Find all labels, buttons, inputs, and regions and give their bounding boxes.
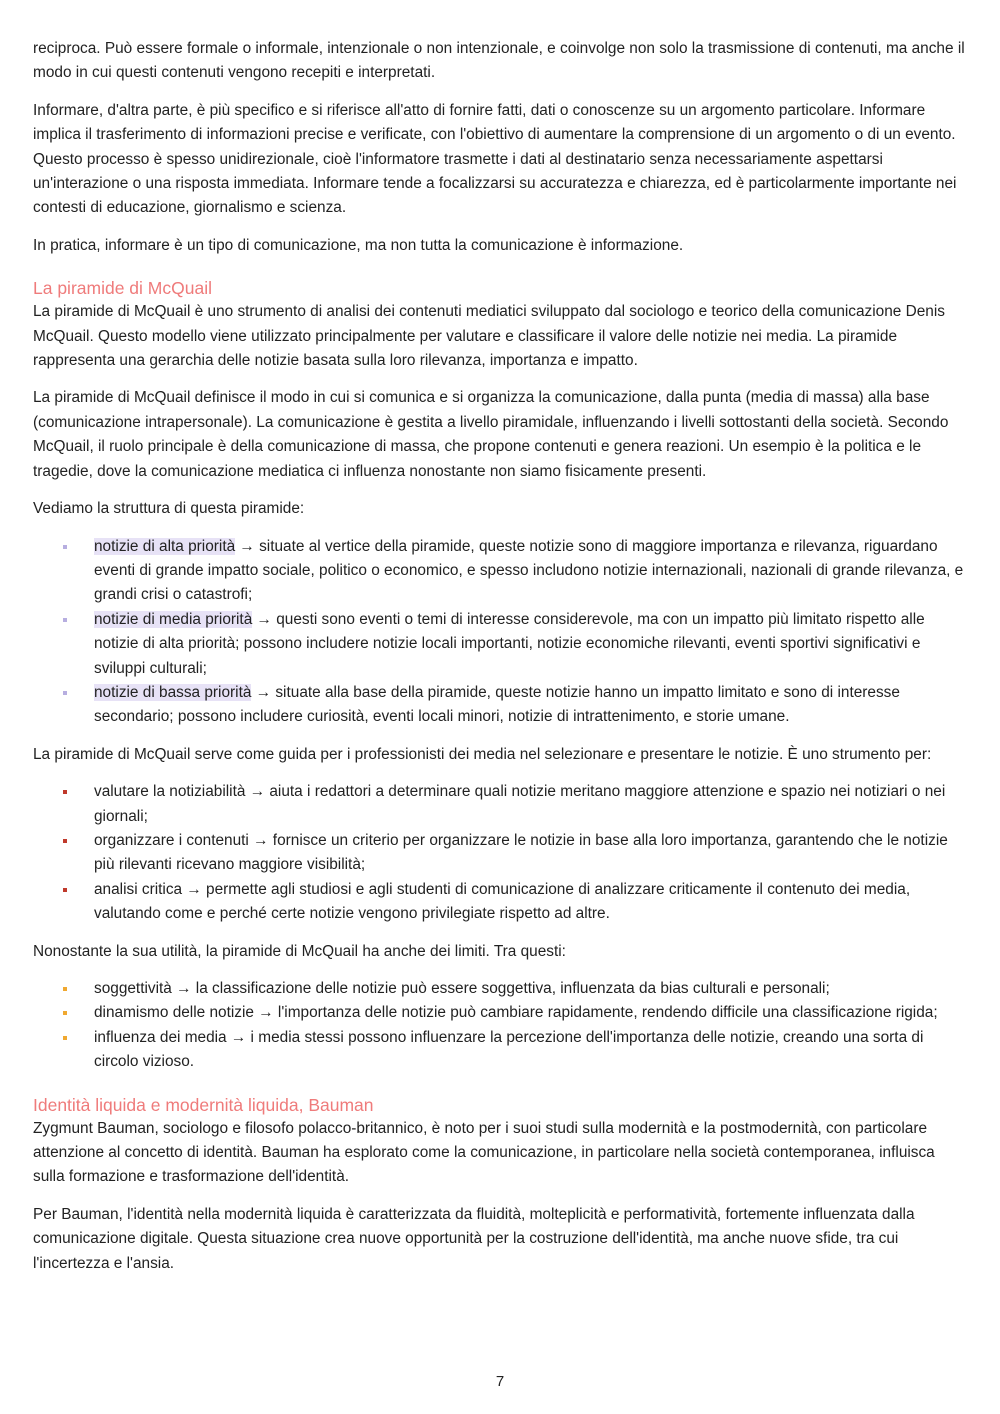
uses-list xyxy=(33,780,968,926)
bauman-paragraph-2: Per Bauman, l'identità nella modernità liquida è caratterizzata da fluidità, molteplicità e performatività, fortemente influenzata dalla comunicazione digitale. Questa situazione crea nuove opportunità per la costruzione dell'identità, ma anche nuove sfide, tra cui l'incertezza e l'ansia. xyxy=(33,1205,915,1272)
list-item xyxy=(33,681,968,730)
mcquail-paragraph-3: Vediamo la struttura di questa piramide: xyxy=(33,500,305,518)
list-item-text: organizzare i contenuti → fornisce un criterio per organizzare le notizie in base alla loro importanza, garantendo che le notizie più rilevanti ricevano maggiore visibilità; xyxy=(94,831,948,874)
square-bullet-icon xyxy=(63,1011,67,1015)
square-bullet-icon xyxy=(63,839,67,843)
list-item-text: → situate alla base della piramide, queste notizie hanno un impatto limitato e sono di interesse secondario; possono includere curiosità, eventi locali minori, notizie di intrattenimento, e storie umane. xyxy=(94,683,900,726)
list-item-text: analisi critica → permette agli studiosi e agli studenti di comunicazione di analizzare criticamente il contenuto dei media, valutando come e perché certe notizie vengono privilegiate rispetto ad altre. xyxy=(94,880,911,923)
list-item xyxy=(33,829,968,878)
list-item-text: influenza dei media → i media stessi possono influenzare la percezione dell'importanza delle notizie, creando una sorta di circolo vizioso. xyxy=(94,1028,924,1071)
square-bullet-icon xyxy=(63,888,67,892)
list-item-text: dinamismo delle notizie → l'importanza delle notizie può cambiare rapidamente, rendendo difficile una classificazione rigida; xyxy=(94,1004,938,1022)
list-item xyxy=(33,535,968,608)
list-item xyxy=(33,977,968,1001)
section-heading-mcquail: La piramide di McQuail xyxy=(33,278,212,299)
intro-paragraph-1: reciproca. Può essere formale o informale, intenzionale o non intenzionale, e coinvolge non solo la trasmissione di contenuti, ma anche il modo in cui questi contenuti vengono recepiti e interpretati. xyxy=(33,40,965,82)
section-heading-bauman: Identità liquida e modernità liquida, Bauman xyxy=(33,1094,374,1115)
square-bullet-icon xyxy=(63,987,67,991)
square-bullet-icon xyxy=(63,790,67,794)
priority-list xyxy=(33,535,968,730)
square-bullet-icon xyxy=(63,545,67,549)
mcquail-paragraph-2: La piramide di McQuail definisce il modo in cui si comunica e si organizza la comunicazione, dalla punta (media di massa) alla base (comunicazione intrapersonale). La comunicazione è gestita a livello piramidale, influenzando i livelli sottostanti della società. Secondo McQuail, il ruolo principale è della comunicazione di massa, che propone contenuti e genera reazioni. Un esempio è la politica e le tragedie, dove la comunicazione mediatica ci influenza nonostante non siamo fisicamente presenti. xyxy=(33,389,949,480)
page-number: 7 xyxy=(495,1373,505,1390)
bauman-paragraph-1: Zygmunt Bauman, sociologo e filosofo polacco-britannico, è noto per i suoi studi sulla modernità e la postmodernità, con particolare attenzione al concetto di identità. Bauman ha esplorato come la comunicazione, in particolare nella società contemporanea, influisca sulla formazione e trasformazione dell'identità. xyxy=(33,1119,935,1186)
document-page xyxy=(33,37,968,1289)
limits-list xyxy=(33,977,968,1075)
intro-paragraph-3: In pratica, informare è un tipo di comunicazione, ma non tutta la comunicazione è informazione. xyxy=(33,236,684,254)
highlighted-term: notizie di media priorità xyxy=(94,610,253,628)
square-bullet-icon xyxy=(63,618,67,622)
mcquail-paragraph-1: La piramide di McQuail è uno strumento di analisi dei contenuti mediatici sviluppato dal sociologo e teorico della comunicazione Denis McQuail. Questo modello viene utilizzato principalmente per valutare e classificare il valore delle notizie nei media. La piramide rappresenta una gerarchia delle notizie basata sulla loro rilevanza, importanza e impatto. xyxy=(33,303,945,370)
list-item xyxy=(33,1026,968,1075)
mcquail-paragraph-4: La piramide di McQuail serve come guida per i professionisti dei media nel selezionare e presentare le notizie. È uno strumento per: xyxy=(33,745,932,763)
square-bullet-icon xyxy=(63,1036,67,1040)
highlighted-term: notizie di bassa priorità xyxy=(94,683,252,701)
list-item-text: → questi sono eventi o temi di interesse considerevole, ma con un impatto più limitato rispetto alle notizie di alta priorità; possono includere notizie locali importanti, notizie economiche rilevanti, eventi sportivi significativi e sviluppi culturali; xyxy=(94,610,925,677)
list-item xyxy=(33,608,968,681)
intro-paragraph-2: Informare, d'altra parte, è più specifico e si riferisce all'atto di fornire fatti, dati o conoscenze su un argomento particolare. Informare implica il trasferimento di informazioni precise e verificate, con l'obiettivo di aumentare la comprensione di un argomento o di un evento. Questo processo è spesso unidirezionale, cioè l'informatore trasmette i dati al destinatario senza necessariamente aspettarsi un'interazione o una risposta immediata. Informare tende a focalizzarsi su accuratezza e chiarezza, ed è particolarmente importante nei contesti di educazione, giornalismo e scienza. xyxy=(33,101,957,217)
list-item-text: valutare la notiziabilità → aiuta i redattori a determinare quali notizie meritano maggiore attenzione e spazio nei notiziari o nei giornali; xyxy=(94,783,946,825)
list-item-text: → situate al vertice della piramide, queste notizie sono di maggiore importanza e rilevanza, riguardano eventi di grande impatto sociale, politico o economico, e spesso includono notizie internazionali, nazionali di grande rilevanza, e grandi crisi o catastrofi; xyxy=(94,537,964,604)
list-item xyxy=(33,780,968,829)
mcquail-paragraph-5: Nonostante la sua utilità, la piramide di McQuail ha anche dei limiti. Tra questi: xyxy=(33,942,566,960)
square-bullet-icon xyxy=(63,691,67,695)
list-item xyxy=(33,878,968,927)
list-item xyxy=(33,1001,968,1025)
highlighted-term: notizie di alta priorità xyxy=(94,537,236,555)
list-item-text: soggettività → la classificazione delle notizie può essere soggettiva, influenzata da bias culturali e personali; xyxy=(94,980,830,997)
